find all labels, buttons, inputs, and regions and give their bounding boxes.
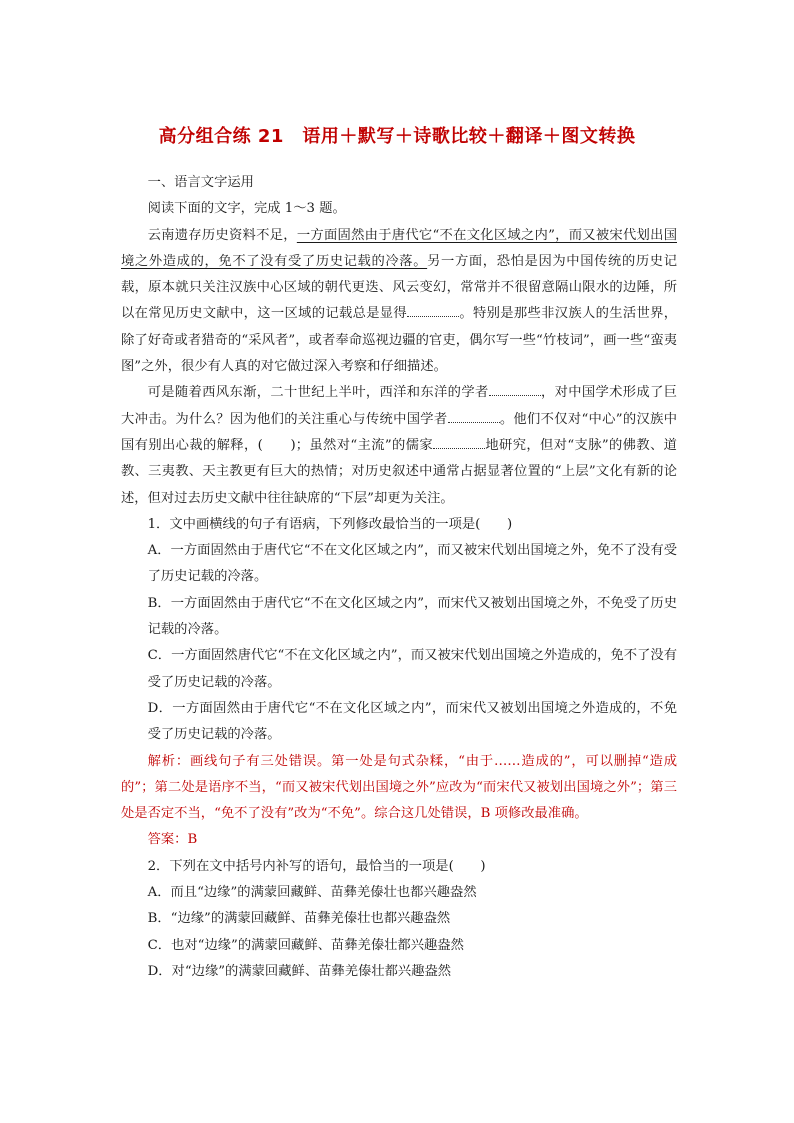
page-title: 高分组合练 21 语用＋默写＋诗歌比较＋翻译＋图文转换 [158,126,636,147]
passage-text: ，对中国学术形成了巨大冲击。为什么？因为他们的关注重心与传统中国学者 [121,385,678,427]
fill-blank [433,435,485,449]
question-2-option-d: D．对“边缘”的满蒙回藏鲜、苗彝羌傣壮都兴趣盎然 [147,963,452,979]
question-2-stem: 2．下列在文中括号内补写的语句，最恰当的一项是( ) [147,858,486,874]
fill-blank [448,409,500,423]
question-2-option-a: A．而且“边缘”的满蒙回藏鲜、苗彝羌傣壮也都兴趣盎然 [147,885,477,901]
passage-text: 另一方面，恐怕是因为中国传统的历史记载，原本就只关注汉族中心区域的朝代更迭、风云变幻，常常并不很留意隔山限水的边陲，所以在常见历史文献中，这一区域的记载总是显得 [121,253,678,322]
passage-text: 云南遗存历史资料不足， [147,227,297,243]
passage-paragraph-1 [121,223,677,381]
fill-blank [489,382,541,396]
question-1-option-c: C．一方面固然唐代它“不在文化区域之内”，而又被宋代划出国境之外造成的，免不了没有受了历史记载的冷落。 [147,648,677,690]
question-1-stem: 1．文中画横线的句子有语病，下列修改最恰当的一项是( ) [147,516,513,532]
document-body [121,170,677,985]
instruction-text: 阅读下面的文字，完成 1～3 题。 [147,201,346,217]
question-1-analysis: 解析：画线句子有三处错误。第一处是句式杂糅，“由于……造成的”，可以删掉“造成的”；第二处是语序不当，“而又被宋代划出国境之外”应改为“而宋代又被划出国境之外”；第三处是否定不当，“免不了没有”改为“不免”。综合这几处错误，B 项修改最准确。 [121,753,677,822]
question-1-answer: 答案：B [147,832,198,848]
passage-text: 地研究，但对“支脉”的佛教、道教、三夷教、天主教更有巨大的热情；对历史叙述中通常占据显著位置的“上层”文化有新的论述，但对过去历史文献中往往缺席的“下层”却更为关注。 [121,437,677,506]
section-heading: 一、语言文字运用 [147,175,254,190]
question-2-option-b: B．“边缘”的满蒙回藏鲜、苗彝羌傣壮也都兴趣盎然 [147,911,451,927]
fill-blank [407,303,459,317]
passage-text: 。他们不仅对“中心”的汉族中国有别出心裁的解释，( )；虽然对“主流”的儒家 [121,411,677,453]
question-1-option-b: B．一方面固然由于唐代它“不在文化区域之内”，而宋代又被划出国境之外，不免受了历史记载的冷落。 [147,595,677,638]
underlined-sentence: 一方面固然由于唐代它“不在文化区域之内”，而又被宋代划出国境之外造成的，免不了没有受了历史记载的冷落。 [121,227,677,269]
question-1-option-a: A．一方面固然由于唐代它“不在文化区域之内”，而又被宋代划出国境之外，免不了没有受了历史记载的冷落。 [147,543,677,585]
passage-text: 。特别是那些非汉族人的生活世界，除了好奇或者猎奇的“采风者”，或者奉命巡视边疆的官吏，偶尔写一些“竹枝词”，画一些“蛮夷图”之外，很少有人真的对它做过深入考察和仔细描述。 [121,306,678,375]
passage-text: 可是随着西风东渐，二十世纪上半叶，西洋和东洋的学者 [147,385,489,401]
question-1-option-d: D．一方面固然由于唐代它“不在文化区域之内”，而宋代又被划出国境之外造成的，不免受了历史记载的冷落。 [147,700,677,743]
question-2-option-c: C．也对“边缘”的满蒙回藏鲜、苗彝羌傣壮都兴趣盎然 [147,937,464,953]
passage-paragraph-2 [121,380,677,511]
